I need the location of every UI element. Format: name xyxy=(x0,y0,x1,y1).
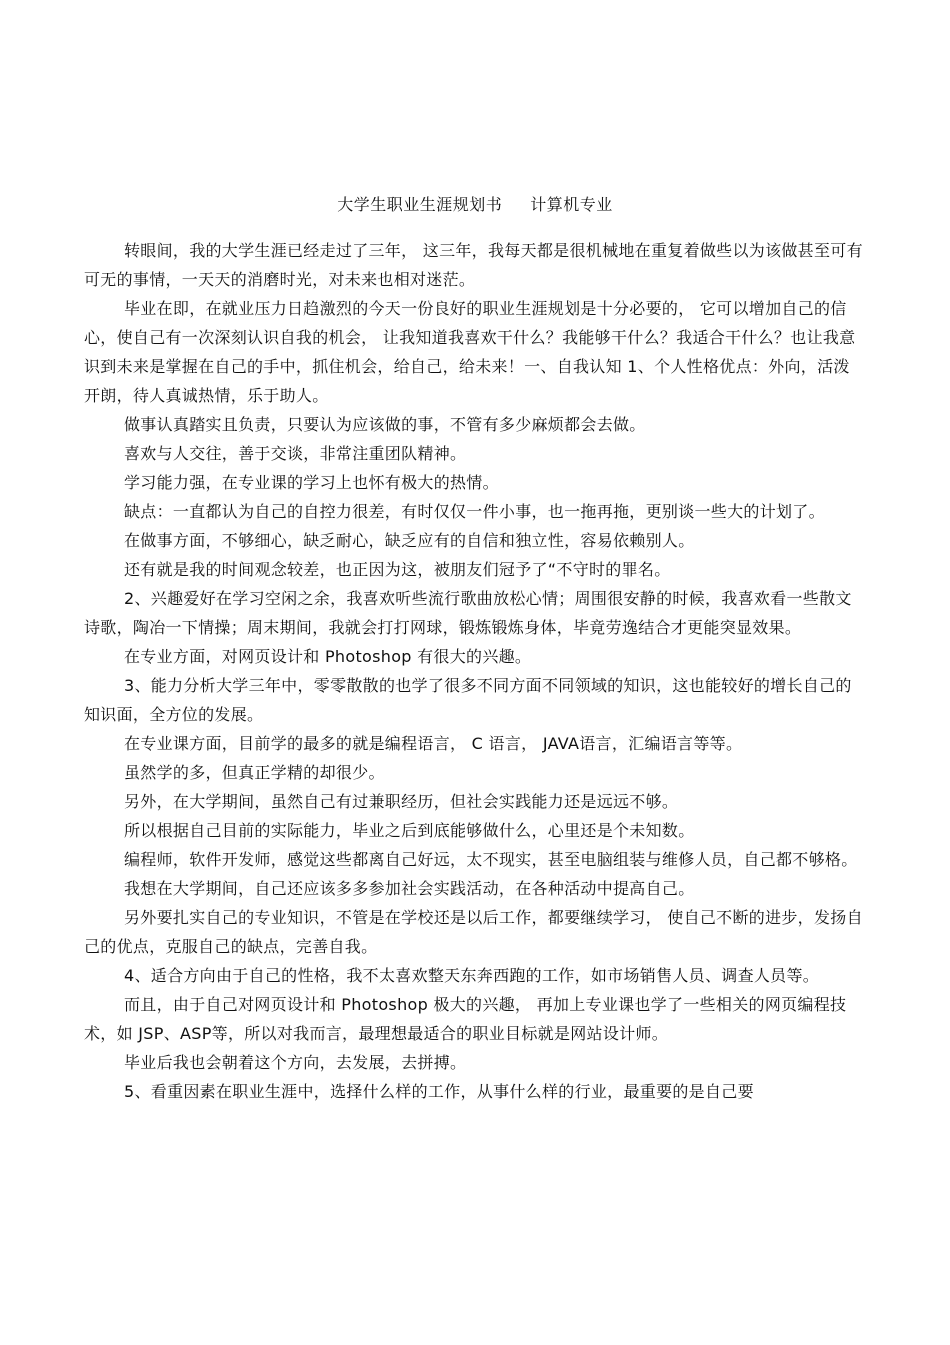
paragraph: 毕业后我也会朝着这个方向，去发展，去拼搏。 xyxy=(124,1053,467,1072)
paragraph: 还有就是我的时间观念较差，也正因为这，被朋友们冠予了“不守时的罪名。 xyxy=(124,560,671,579)
paragraph: 2、兴趣爱好在学习空闲之余，我喜欢听些流行歌曲放松心情；周围很安静的时候，我喜欢看一些散文诗歌，陶冶一下情操；周末期间，我就会打打网球，锻炼锻炼身体，毕竟劳逸结合才更能突显效果。 xyxy=(84,589,852,637)
paragraph: 另外，在大学期间，虽然自己有过兼职经历，但社会实践能力还是远远不够。 xyxy=(124,792,679,811)
paragraph: 学习能力强，在专业课的学习上也怀有极大的热情。 xyxy=(124,473,499,492)
paragraph: 所以根据自己目前的实际能力，毕业之后到底能够做什么，心里还是个未知数。 xyxy=(124,821,695,840)
paragraph: 在专业课方面，目前学的最多的就是编程语言， C 语言， JAVA语言，汇编语言等等。 xyxy=(124,734,743,753)
title-sub: 计算机专业 xyxy=(530,195,613,214)
paragraph: 毕业在即，在就业压力日趋激烈的今天一份良好的职业生涯规划是十分必要的， 它可以增加自己的信心，使自己有一次深刻认识自我的机会， 让我知道我喜欢干什么？我能够干什么？我适合干什么？也让我意识到未来是掌握在自己的手中，抓住机会，给自己，给未来！一、自我认知 1、个人性格优点：外向，活泼开朗，待人真诚热情，乐于助人。 xyxy=(84,299,856,405)
paragraph: 另外要扎实自己的专业知识，不管是在学校还是以后工作，都要继续学习， 使自己不断的进步，发扬自己的优点，克服自己的缺点，完善自我。 xyxy=(84,908,863,956)
paragraph: 3、能力分析大学三年中，零零散散的也学了很多不同方面不同领域的知识，这也能较好的增长自己的知识面，全方位的发展。 xyxy=(84,676,852,724)
document-body xyxy=(84,236,864,1106)
paragraph: 喜欢与人交往，善于交谈，非常注重团队精神。 xyxy=(124,444,467,463)
paragraph: 在专业方面，对网页设计和 Photoshop 有很大的兴趣。 xyxy=(124,647,532,666)
paragraph: 在做事方面，不够细心，缺乏耐心，缺乏应有的自信和独立性，容易依赖别人。 xyxy=(124,531,695,550)
paragraph: 缺点：一直都认为自己的自控力很差，有时仅仅一件小事，也一拖再拖，更别谈一些大的计划了。 xyxy=(124,502,825,521)
document-title xyxy=(0,194,950,216)
title-main: 大学生职业生涯规划书 xyxy=(337,195,503,214)
paragraph: 我想在大学期间，自己还应该多多参加社会实践活动，在各种活动中提高自己。 xyxy=(124,879,695,898)
paragraph: 编程师，软件开发师，感觉这些都离自己好远，太不现实，甚至电脑组装与维修人员，自己都不够格。 xyxy=(124,850,858,869)
paragraph: 5、看重因素在职业生涯中，选择什么样的工作，从事什么样的行业，最重要的是自己要 xyxy=(124,1082,754,1101)
paragraph: 做事认真踏实且负责，只要认为应该做的事，不管有多少麻烦都会去做。 xyxy=(124,415,646,434)
paragraph: 转眼间，我的大学生涯已经走过了三年， 这三年，我每天都是很机械地在重复着做些以为该做甚至可有可无的事情，一天天的消磨时光，对未来也相对迷茫。 xyxy=(84,241,863,289)
paragraph: 虽然学的多，但真正学精的却很少。 xyxy=(124,763,385,782)
paragraph: 而且，由于自己对网页设计和 Photoshop 极大的兴趣， 再加上专业课也学了一些相关的网页编程技术，如 JSP、ASP等，所以对我而言，最理想最适合的职业目标就是网站设计师。 xyxy=(84,995,847,1043)
paragraph: 4、适合方向由于自己的性格，我不太喜欢整天东奔西跑的工作，如市场销售人员、调查人员等。 xyxy=(124,966,820,985)
